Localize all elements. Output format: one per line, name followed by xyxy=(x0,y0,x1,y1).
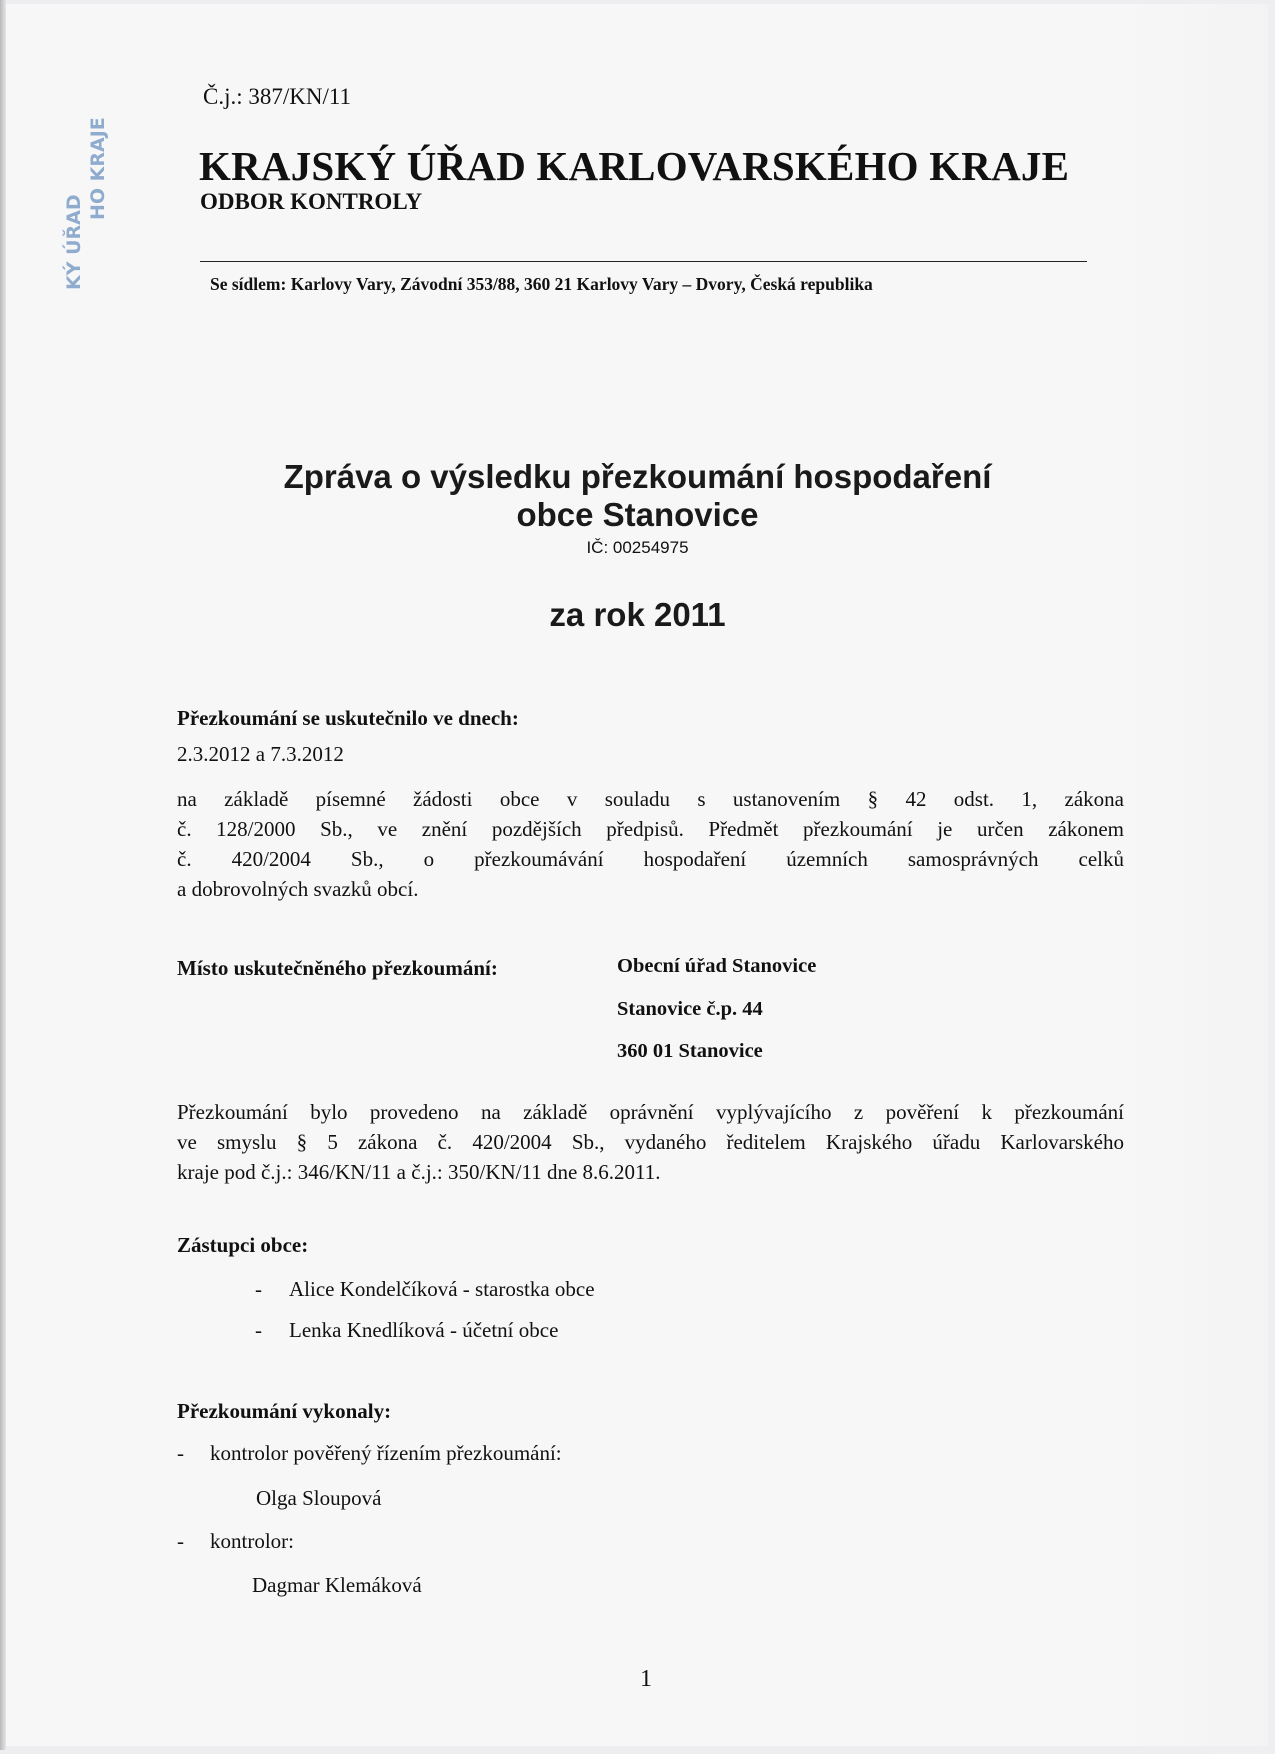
page-number: 1 xyxy=(640,1666,652,1692)
auditor-role: kontrolor: xyxy=(210,1529,294,1553)
scan-shading xyxy=(1126,4,1275,1754)
lead-auditor-name: Olga Sloupová xyxy=(256,1486,382,1510)
representatives-label: Zástupci obce: xyxy=(177,1233,309,1257)
authorization-line: ve smyslu § 5 zákona č. 420/2004 Sb., vydaného ředitelem Krajského úřadu Karlovarského xyxy=(177,1130,1124,1154)
authorization-line: kraje pod č.j.: 346/KN/11 a č.j.: 350/KN/11 dne 8.6.2011. xyxy=(177,1160,661,1184)
legal-basis-line: č. 128/2000 Sb., ve znění pozdějších předpisů. Předmět přezkoumání je určen zákonem xyxy=(177,817,1124,841)
stamp-text-1: KÝ ÚŘAD xyxy=(63,194,85,290)
report-title-line-1: Zpráva o výsledku přezkoumání hospodaření xyxy=(283,458,992,495)
lead-auditor-role: kontrolor pověřený řízením přezkoumání: xyxy=(210,1441,562,1465)
auditors-label: Přezkoumání vykonaly: xyxy=(177,1399,392,1423)
stamp-text-2: HO KRAJE xyxy=(87,117,109,220)
place-postcode: 360 01 Stanovice xyxy=(617,1040,763,1062)
list-bullet: - xyxy=(255,1277,262,1301)
dates-value: 2.3.2012 a 7.3.2012 xyxy=(177,742,344,766)
company-id: IČ: 00254975 xyxy=(586,538,689,557)
office-address: Se sídlem: Karlovy Vary, Závodní 353/88, 360 21 Karlovy Vary – Dvory, Česká republika xyxy=(210,274,873,294)
place-office: Obecní úřad Stanovice xyxy=(617,955,817,977)
office-stamp xyxy=(52,60,152,320)
legal-basis-paragraph xyxy=(177,784,1124,904)
reference-number: Č.j.: 387/KN/11 xyxy=(203,84,352,109)
dates-label: Přezkoumání se uskutečnilo ve dnech: xyxy=(177,706,519,730)
representative-accountant: Lenka Knedlíková - účetní obce xyxy=(289,1318,559,1342)
office-name: KRAJSKÝ ÚŘAD KARLOVARSKÉHO KRAJE xyxy=(199,143,1070,189)
place-label: Místo uskutečněného přezkoumání: xyxy=(177,956,498,980)
auditor-name: Dagmar Klemáková xyxy=(252,1573,422,1597)
list-bullet: - xyxy=(177,1529,184,1553)
authorization-paragraph xyxy=(177,1097,1124,1187)
legal-basis-line: a dobrovolných svazků obcí. xyxy=(177,877,419,901)
place-address: Stanovice č.p. 44 xyxy=(617,998,763,1020)
legal-basis-line: č. 420/2004 Sb., o přezkoumávání hospodaření územních samosprávných celků xyxy=(177,847,1124,871)
report-year: za rok 2011 xyxy=(549,596,726,633)
list-bullet: - xyxy=(255,1318,262,1342)
authorization-line: Přezkoumání bylo provedeno na základě oprávnění vyplývajícího z pověření k přezkoumání xyxy=(177,1100,1124,1124)
department-name: ODBOR KONTROLY xyxy=(200,189,423,214)
report-title-line-2: obce Stanovice xyxy=(516,496,759,533)
list-bullet: - xyxy=(177,1441,184,1465)
legal-basis-line: na základě písemné žádosti obce v souladu s ustanovením § 42 odst. 1, zákona xyxy=(177,787,1124,811)
representative-mayor: Alice Kondelčíková - starostka obce xyxy=(289,1277,595,1301)
header-divider xyxy=(200,261,1087,262)
